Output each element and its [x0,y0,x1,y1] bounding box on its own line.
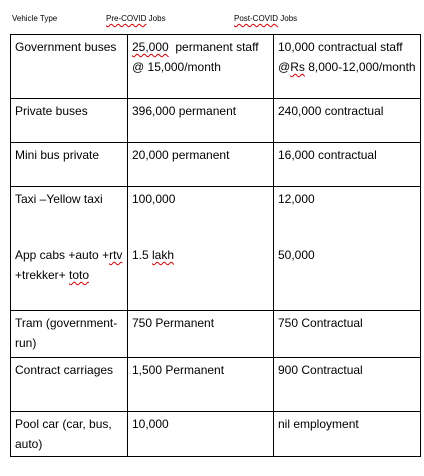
header-vehicle-type [12,14,57,23]
vehicle-cell [11,99,128,143]
post-covid-range: 8,000-12,000/month [304,60,416,74]
pre-covid-text-lakh: lakh [152,248,175,262]
pre-covid-cell [128,143,274,187]
post-covid-cell [274,143,421,187]
pre-covid-text: 100,000 [132,192,176,206]
pre-covid-cell [128,412,274,457]
table-row [11,143,421,187]
post-covid-cell [274,311,421,358]
post-covid-text: 16,000 contractual [278,148,377,162]
vehicle-text: Private buses [15,104,88,118]
vehicle-sub-taxi [11,187,127,243]
vehicle-text: Mini bus private [15,148,100,162]
pre-covid-text: 1.5 [132,248,153,262]
vehicle-cell [11,311,128,358]
vehicle-text: +trekker+ [15,268,70,282]
pre-covid-sub-taxi [128,187,273,243]
pre-covid-text: 1,500 Permanent [132,363,225,377]
vehicle-text: Pool car (car, bus, auto) [15,417,112,451]
header-pre-covid [106,14,166,23]
post-covid-sub-app-cabs [274,243,420,265]
table-row [11,35,421,99]
post-covid-text: 240,000 contractual [278,104,384,118]
pre-covid-cell [128,187,274,311]
pre-covid-cell [128,35,274,99]
jobs-table [10,34,421,457]
header-post-covid-prefix: Post-COVID [234,14,279,23]
post-covid-text: 12,000 [278,192,315,206]
post-covid-text: nil employment [278,417,359,431]
pre-covid-cell [128,358,274,412]
vehicle-cell [11,412,128,457]
table-row [11,187,421,311]
post-covid-text: 10,000 contractual staff @ [278,40,403,74]
post-covid-cell [274,187,421,311]
post-covid-currency: Rs [290,60,305,74]
header-pre-covid-suffix: Jobs [146,14,166,23]
post-covid-text: 750 Contractual [278,316,363,330]
post-covid-text: 900 Contractual [278,363,363,377]
vehicle-cell [11,187,128,311]
post-covid-cell [274,35,421,99]
table-row [11,99,421,143]
vehicle-cell [11,143,128,187]
table-row [11,311,421,358]
vehicle-sub-app-cabs [11,243,127,285]
table-row [11,358,421,412]
pre-covid-text: permanent staff @ 15,000/month [132,40,262,74]
post-covid-cell [274,99,421,143]
pre-covid-text: 396,000 permanent [132,104,237,118]
post-covid-text: 50,000 [278,248,315,262]
vehicle-text-rtv: rtv [109,248,123,262]
vehicle-text: Taxi –Yellow taxi [15,192,103,206]
pre-covid-number: 25,000 [132,40,169,54]
vehicle-text-toto: toto [69,268,90,282]
header-post-covid-suffix: Jobs [278,14,298,23]
pre-covid-text: 10,000 [132,417,169,431]
header-pre-covid-prefix: Pre-COVID [106,14,147,23]
post-covid-cell [274,358,421,412]
pre-covid-cell [128,99,274,143]
vehicle-cell [11,35,128,99]
vehicle-text: Government buses [15,40,117,54]
post-covid-cell [274,412,421,457]
pre-covid-sub-app-cabs [128,243,273,265]
pre-covid-text: 750 Permanent [132,316,215,330]
header-vehicle-type-text: Vehicle Type [12,14,58,23]
pre-covid-text: 20,000 permanent [132,148,230,162]
pre-covid-cell [128,311,274,358]
table-row [11,412,421,457]
vehicle-text: Contract carriages [15,363,114,377]
vehicle-text: Tram (government-run) [15,316,118,350]
post-covid-sub-taxi [274,187,420,243]
vehicle-text: App cabs +auto + [15,248,110,262]
header-post-covid [234,14,297,23]
vehicle-cell [11,358,128,412]
